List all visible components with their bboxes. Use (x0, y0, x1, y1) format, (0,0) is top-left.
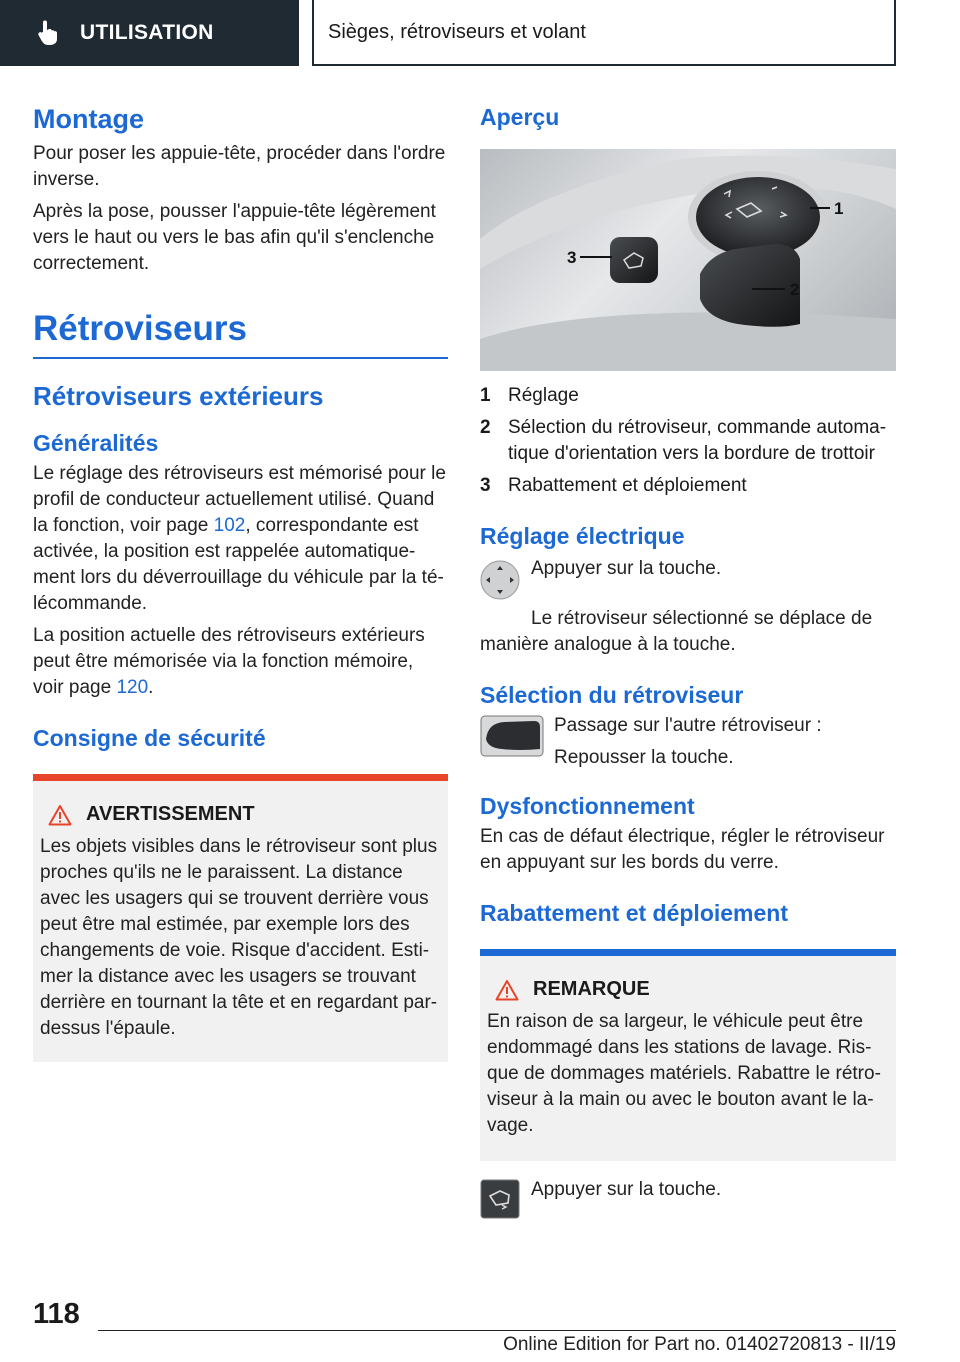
selection-row (480, 713, 896, 771)
legend-item: 2 Sélection du rétroviseur, commande automatique d'orientation vers la bordure de trottoir (480, 417, 887, 464)
generalites-heading: Généralités (33, 430, 159, 456)
footer-divider (98, 1330, 896, 1331)
mirror-controls-illustration (480, 149, 896, 371)
reglage-heading: Réglage électrique (480, 523, 685, 549)
selection-paragraph-1: Passage sur l'autre rétroviseur : (554, 715, 822, 736)
montage-heading: Montage (33, 104, 144, 134)
montage-paragraph-2: Après la pose, pousser l'appuie-tête légèrement vers le haut ou vers le bas afin qu'il s'enclenche correctement. (33, 201, 436, 274)
warning-triangle-icon (48, 804, 72, 826)
note-title: REMARQUE (487, 978, 888, 1001)
page-link-102[interactable]: 102 (213, 515, 246, 536)
mirror-fold-button-icon (480, 1179, 520, 1219)
legend-item: 3 Rabattement et déploiement (480, 475, 747, 496)
note-box (480, 949, 896, 1161)
right-column (480, 100, 896, 1219)
retroviseurs-exterieurs-heading: Rétroviseurs extérieurs (33, 381, 324, 411)
reglage-row (480, 556, 896, 600)
mirror-controls-photo (480, 149, 896, 371)
generalites-paragraph-1: Le réglage des rétroviseurs est mémorisé pour le profil de conducteur actuellement utilisé. Quand la fonction, voir page 102, correspondante est activée, la position est rappelée automatiquement lors du déverrouillage du véhicule par la télécommande. (33, 463, 446, 614)
page-number: 118 (33, 1298, 80, 1330)
mirror-adjust-button-icon (480, 560, 520, 600)
section-tab (0, 0, 299, 66)
hand-pointer-icon (34, 18, 64, 48)
callout-1: 1 (834, 199, 844, 218)
left-column (33, 100, 448, 1062)
warning-title: AVERTISSEMENT (40, 803, 440, 826)
mirror-select-switch-icon (480, 715, 544, 757)
rabattement-row (480, 1177, 896, 1219)
dysfonctionnement-paragraph: En cas de défaut électrique, régler le rétroviseur en appuyant sur les bords du verre. (480, 826, 885, 873)
warning-triangle-icon (495, 979, 519, 1001)
warning-box (33, 774, 448, 1062)
consigne-heading: Consigne de sécurité (33, 725, 266, 751)
legend-item: 1 Réglage (480, 385, 579, 406)
selection-paragraph-2: Repousser la touche. (554, 747, 734, 768)
rabattement-heading: Rabattement et déploiement (480, 900, 788, 926)
selection-heading: Sélection du rétroviseur (480, 682, 744, 708)
edition-label: Online Edition for Part no. 01402720813 - II/19 (503, 1334, 896, 1355)
montage-paragraph-1: Pour poser les appuie-tête, procéder dans l'ordre inverse. (33, 143, 446, 190)
apercu-heading: Aperçu (480, 104, 560, 130)
retroviseurs-heading: Rétroviseurs (33, 309, 448, 359)
page-link-120[interactable]: 120 (116, 677, 149, 698)
callout-2: 2 (790, 280, 800, 299)
reglage-paragraph-1: Appuyer sur la touche. (531, 558, 722, 579)
section-label: UTILISATION (80, 21, 214, 44)
chapter-label: Sièges, rétroviseurs et volant (328, 20, 586, 43)
callout-3: 3 (567, 248, 577, 267)
dysfonctionnement-heading: Dysfonctionnement (480, 793, 695, 819)
warning-text: Les objets visibles dans le rétroviseur sont plus proches qu'ils ne le paraissent. La distance avec les usagers qui se trouvent derrière vous peut être mal estimée, par exemple lors des changements de voie. Risque d'accident. Estimer la distance avec les usagers se trouvant derrière en tournant la tête et en regardant par-dessus l'épaule. (40, 836, 438, 1039)
note-text: En raison de sa largeur, le véhicule peut être endommagé dans les stations de lavage. Risque de dommages matériels. Rabattre le rétroviseur à la main ou avec le bouton avant le lavage. (487, 1011, 881, 1136)
legend-list (480, 383, 896, 499)
reglage-paragraph-2: Le rétroviseur sélectionné se déplace de manière analogue à la touche. (480, 608, 873, 655)
rabattement-paragraph: Appuyer sur la touche. (531, 1179, 722, 1200)
page-header (0, 0, 960, 66)
generalites-paragraph-2: La position actuelle des rétroviseurs extérieurs peut être mémorisée via la fonction mémoire, voir page 120. (33, 625, 425, 698)
chapter-tab (312, 0, 896, 66)
